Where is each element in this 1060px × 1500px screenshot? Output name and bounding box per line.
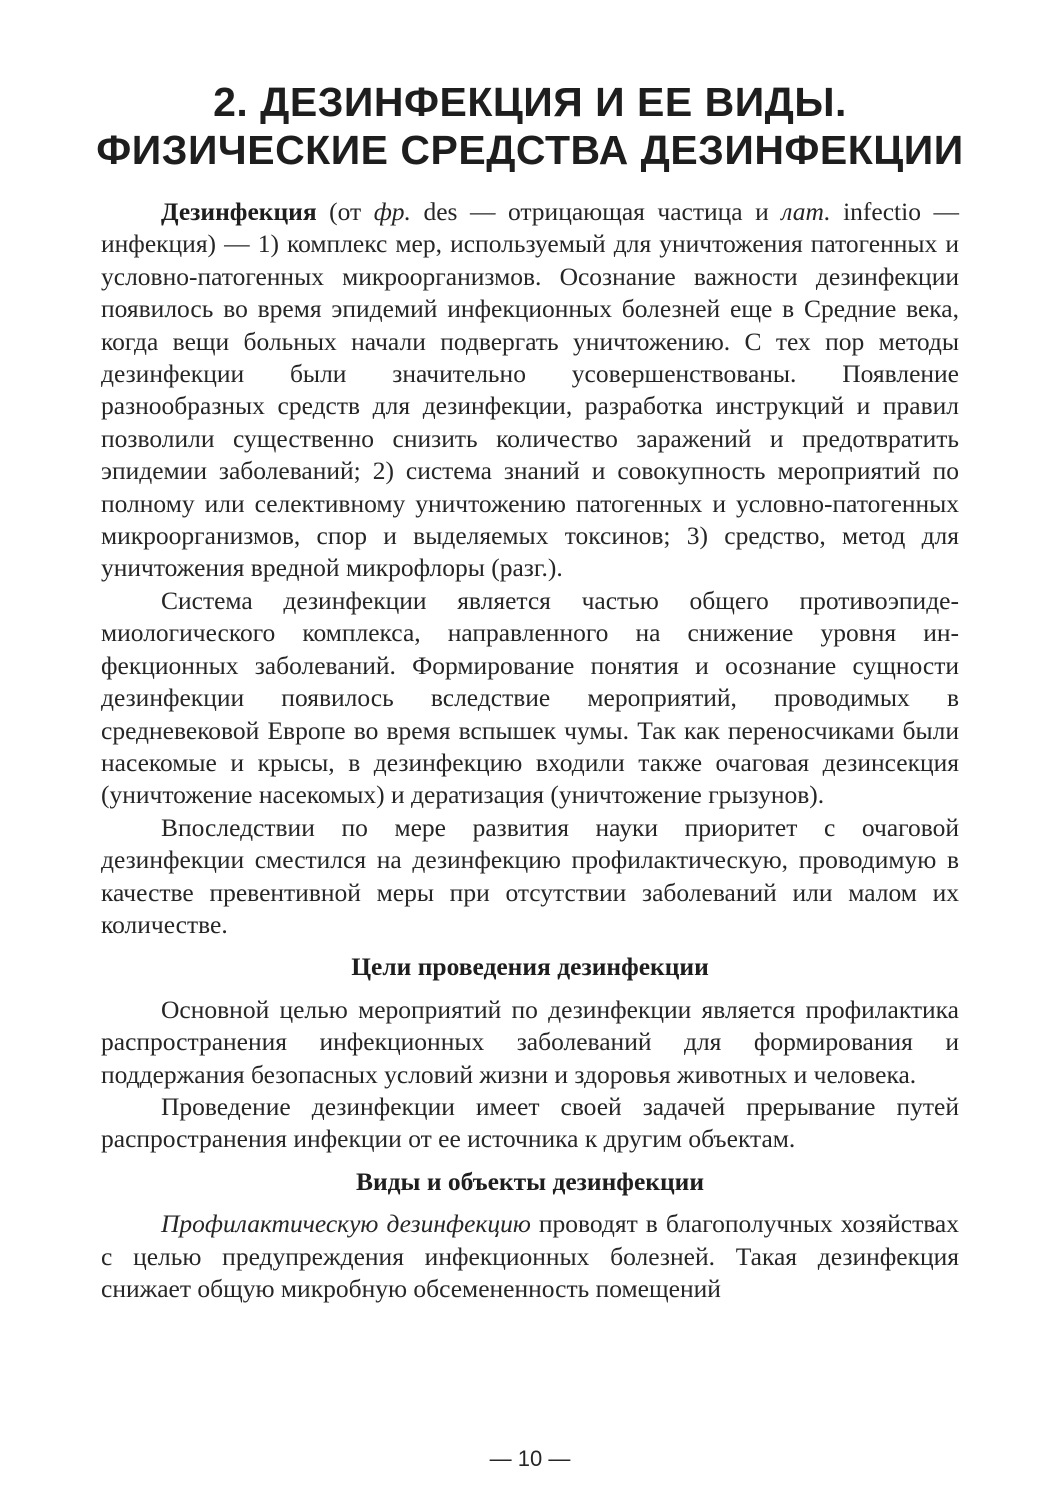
paragraph-definition bbox=[101, 196, 959, 585]
chapter-title bbox=[0, 78, 1060, 174]
paragraph-text: (от bbox=[316, 197, 374, 226]
abbr-latin: лат. bbox=[781, 197, 831, 226]
section-heading-types: Виды и объекты дезинфекции bbox=[355, 1166, 705, 1196]
paragraph-system: Система дезинфекции является частью общего противоэпидемиологического комплекса, направленного на снижение уровня инфекционных заболеваний. Формирование понятия и осознание сущности дезинфекции появилось вследствие мероприятий, проводимых в средневековой Европе во время вспышек чумы. Так как переносчиками были насекомые и крысы, в дезинфекцию входили также очаговая дезинсекция (уничтожение насекомых) и дератизация (уничтожение грызунов). bbox=[101, 585, 959, 810]
paragraph-priority: Впоследствии по мере развития науки приоритет с очаговой дезинфекции сместился на дезинфекцию профилактическую, проводимую в качестве превентивной меры при отсутствии заболеваний или малом их количестве. bbox=[101, 812, 959, 939]
paragraph-preventive bbox=[101, 1208, 959, 1305]
paragraph-main-goal: Основной целью мероприятий по дезинфекции является профилактика распространения инфекционных заболеваний для формирования и поддержания безопасных условий жизни и здоровья животных и человека. bbox=[101, 994, 959, 1089]
term-preventive-disinfection: Профилактическую дезинфекцию bbox=[161, 1209, 531, 1239]
paragraph-text: infectio — инфекция) — 1) комплекс мер, используемый для уничтожения патогенных и условно-патогенных микроорганизмов. Осознание важности дезинфекции появилось во время эпидемий инфекционных болезней еще в Средние века, когда вещи больных начали подвергать уничтожению. С тех пор методы дезинфекции были значительно усовершенствованы. Появление разнообразных средств для дезинфекции, разработка инструкций и правил позволили существенно снизить количество заражений и предотвратить эпидемии заболеваний; 2) система знаний и совокупность мероприятий по полному или селективному уничтожению патогенных и условно-патогенных микроорганизмов, спор и выделяемых токсинов; 3) средство, метод для уничтожения вредной микрофлоры (разг.). bbox=[101, 197, 959, 583]
paragraph-text: des — отрицающая частица и bbox=[410, 197, 782, 226]
page-number: — 10 — bbox=[489, 1446, 571, 1471]
section-heading-goals: Цели проведения дезинфекции bbox=[351, 952, 709, 982]
chapter-title-line-1: 2. ДЕЗИНФЕКЦИЯ И ЕЕ ВИДЫ. bbox=[213, 79, 847, 125]
paragraph-text: проводят в благополучных хозяйствах с целью предупреждения инфекционных болезней. Такая дезинфекция снижает общую микробную обсемененность помещений bbox=[101, 1209, 959, 1303]
paragraph-task: Проведение дезинфекции имеет своей задачей прерывание путей распространения инфекции от ее источника к другим объектам. bbox=[101, 1091, 959, 1154]
abbr-french: фр. bbox=[373, 197, 411, 226]
chapter-title-line-2: ФИЗИЧЕСКИЕ СРЕДСТВА ДЕЗИНФЕКЦИИ bbox=[96, 127, 964, 173]
term-disinfection: Дезинфекция bbox=[161, 197, 317, 226]
body-text bbox=[101, 196, 959, 1305]
